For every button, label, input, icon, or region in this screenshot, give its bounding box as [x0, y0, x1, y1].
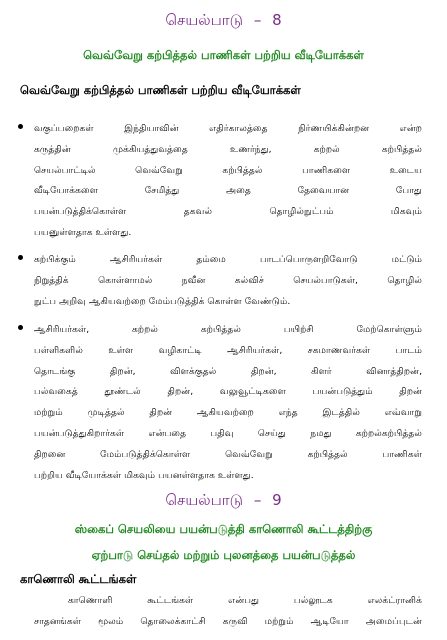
- video-meetings-paragraph: [34, 591, 422, 633]
- bullet-icon: [18, 124, 23, 129]
- bullet-2-line-1: கற்பிக்கும் ஆசிரியர்கள் தம்மை பாடப்பொருளறிவோடு மட்டும்: [34, 254, 422, 265]
- bullet-item-1: [34, 119, 422, 244]
- activity-9-heading: [0, 491, 447, 511]
- activity-8-title: வெவ்வேறு கற்பித்தல் பாணிகள் பற்றிய வீடியோக்கள்: [83, 48, 364, 62]
- bullet-2-line-3: நுட்ப அறிவு ஆகியவற்றை மேம்படுத்திக் கொள்ள வேண்டும்.: [34, 295, 291, 307]
- bullet-1-line-5: பயன்படுத்திக்கொள்ள தகவல் தொழில்நுட்பம் மிகவும்: [34, 206, 422, 218]
- bullet-1-line-1: வகுப்பறைகள் இந்தியாவின் எதிர்காலத்தை நிர்ணயிக்கின்றன என்ற: [34, 123, 422, 134]
- bullet-3-line-2: பள்ளிகளில் உள்ள வழிகாட்டி ஆசிரியர்கள், சகமாணவர்கள் பாடம்: [34, 344, 422, 356]
- bullet-1-line-2: கருத்தின் முக்கியத்துவத்தை உணர்ந்து, கற்றல் கற்பித்தல்: [34, 143, 422, 155]
- activity-8-heading: [0, 11, 447, 31]
- section-heading-video-meetings: காணொலி கூட்டங்கள்: [20, 572, 137, 586]
- bullet-1-line-6: பயனுள்ளதாக உள்ளது.: [34, 226, 132, 238]
- bullet-3-line-4: பல்வகைத் தூண்டல் திறன், வலுவூட்டிகளை பயன்படுத்தும் திறன்: [34, 386, 422, 398]
- bullet-3-line-8: பற்றிய வீடியோக்கள் மிகவும் பயனள்ளதாக உள்ளது.: [34, 469, 254, 481]
- activity-8-number: 8: [272, 11, 282, 29]
- bullet-1-line-3: செயல்பாட்டில் வெவ்வேறு கற்பித்தல் பாணிகளை உடைய: [34, 164, 422, 176]
- bullet-2-line-2: நிறுத்திக் கொள்ளாமல் நவீன கல்விச் செயல்பாடுகள், தொழில்: [34, 274, 422, 286]
- bullet-icon: [18, 255, 23, 260]
- activity-9-title-line-2: ஏற்பாடு செய்தல் மற்றும் புலனத்தை பயன்படுத்தல்: [91, 548, 356, 562]
- activity-8-dash: –: [253, 11, 262, 29]
- activity-9-title-line-1: ஸ்கைப் செயலியை பயன்படுத்தி காணொலி கூட்டத்திற்கு: [74, 522, 373, 536]
- paragraph-line-1: காணொளி கூட்டங்கள் என்பது பல்லூடக எலக்ட்ரானிக்: [68, 595, 422, 606]
- paragraph-line-2: சாதனங்கள் மூலம் தொலைக்காட்சி கருவி மற்றும் ஆடியோ அமைப்புடன்: [34, 615, 422, 627]
- activity-9-dash: –: [253, 491, 262, 509]
- section-heading-videos: வெவ்வேறு கற்பித்தல் பாணிகள் பற்றிய வீடியோக்கள்: [20, 83, 301, 97]
- bullet-1-line-4: வீடியோக்களை சேமித்து அதை தேவையான போது: [34, 185, 422, 197]
- bullet-3-line-7: திறனை மேம்படுத்திக்கொள்ள வெவ்வேறு கற்பித்தல் பாணிகள்: [34, 448, 422, 460]
- bullet-3-line-1: ஆசிரியர்கள், கற்றல் கற்பித்தல் பயிற்சி மேற்கொள்ளும்: [34, 324, 422, 335]
- bullet-icon: [18, 325, 23, 330]
- bullet-3-line-6: பயன்படுத்துகிறார்கள் என்பதை பதிவு செய்து நமது கற்றல்கற்பித்தல்: [34, 427, 422, 439]
- bullet-item-2: [34, 250, 422, 312]
- activity-8-label: செயல்பாடு: [165, 11, 244, 29]
- bullet-3-line-3: தொடங்கு திறன், விளக்குதல் திறன், கிளர் வினாத்திறன்,: [34, 365, 422, 377]
- activity-9-label: செயல்பாடு: [165, 491, 244, 509]
- bullet-item-3: [34, 320, 422, 486]
- activity-9-number: 9: [272, 491, 282, 509]
- bullet-3-line-5: மற்றும் முடித்தல் திறன் ஆகியவற்றை எந்த இடத்தில் எவ்வாறு: [34, 407, 422, 419]
